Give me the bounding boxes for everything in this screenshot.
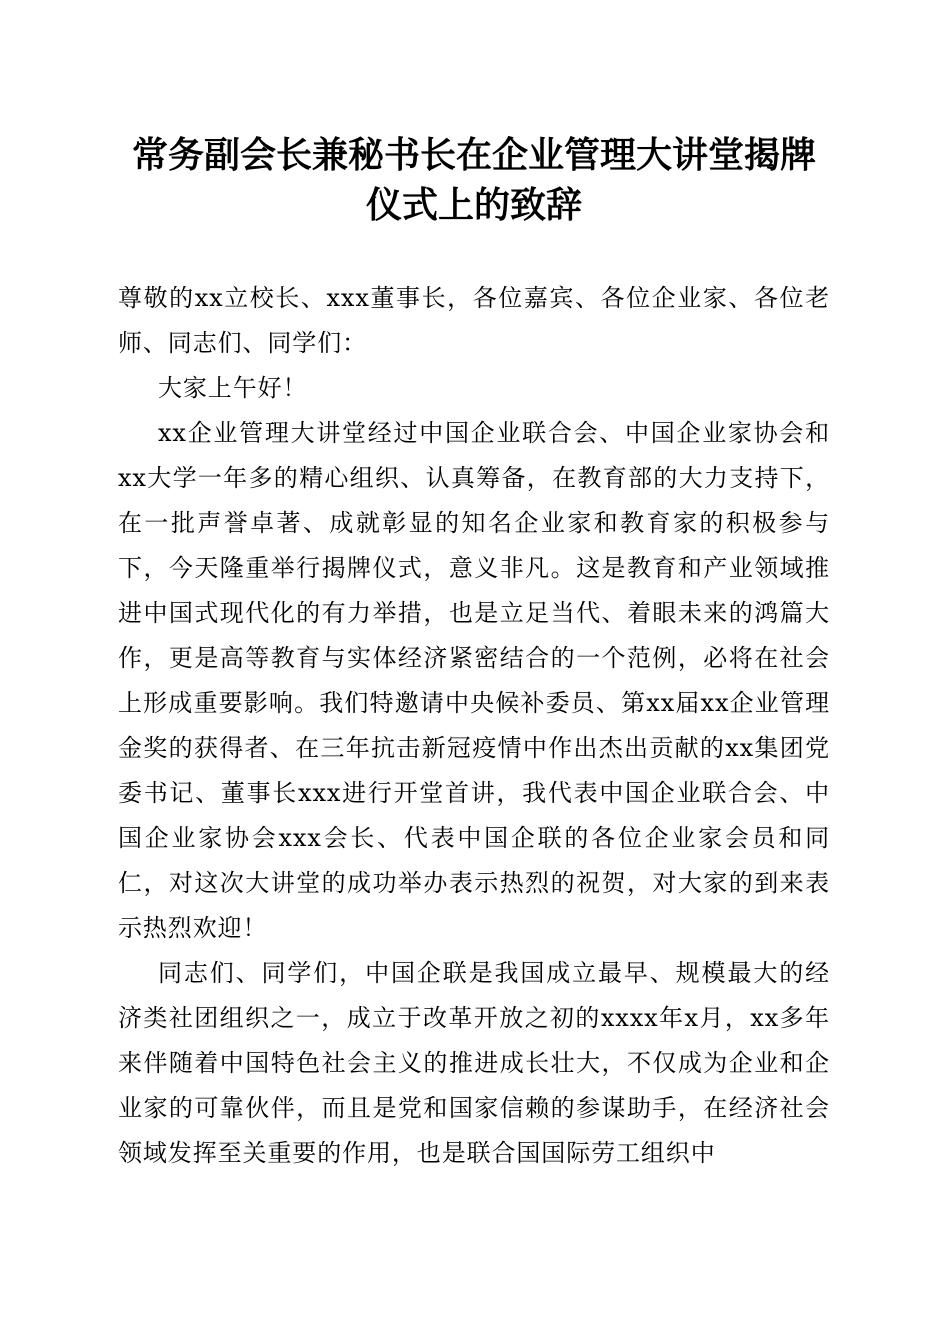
document-body [118, 276, 830, 1176]
body-paragraph: 同志们、同学们，中国企联是我国成立最早、规模最大的经济类社团组织之一，成立于改革开放之初的xxxx年x月，xx多年来伴随着中国特色社会主义的推进成长壮大，不仅成为企业和企业家的可靠伙伴，而且是党和国家信赖的参谋助手，在经济社会领域发挥至关重要的作用，也是联合国国际劳工组织中 [118, 959, 830, 1167]
body-paragraph: xx企业管理大讲堂经过中国企业联合会、中国企业家协会和xx大学一年多的精心组织、认真筹备，在教育部的大力支持下，在一批声誉卓著、成就彰显的知名企业家和教育家的积极参与下，今天隆重举行揭牌仪式，意义非凡。这是教育和产业领域推进中国式现代化的有力举措，也是立足当代、着眼未来的鸿篇大作，更是高等教育与实体经济紧密结合的一个范例，必将在社会上形成重要影响。我们特邀请中央候补委员、第xx届xx企业管理金奖的获得者、在三年抗击新冠疫情中作出杰出贡献的xx集团党委书记、董事长xxx进行开堂首讲，我代表中国企业联合会、中国企业家协会xxx会长、代表中国企联的各位企业家会员和同仁，对这次大讲堂的成功举办表示热烈的祝贺，对大家的到来表示热烈欢迎！ [118, 419, 830, 942]
salutation-paragraph: 尊敬的xx立校长、xxx董事长，各位嘉宾、各位企业家、各位老师、同志们、同学们： [118, 284, 830, 357]
greeting-paragraph: 大家上午好！ [158, 374, 308, 402]
document-title: 常务副会长兼秘书长在企业管理大讲堂揭牌仪式上的致辞 [131, 134, 816, 226]
